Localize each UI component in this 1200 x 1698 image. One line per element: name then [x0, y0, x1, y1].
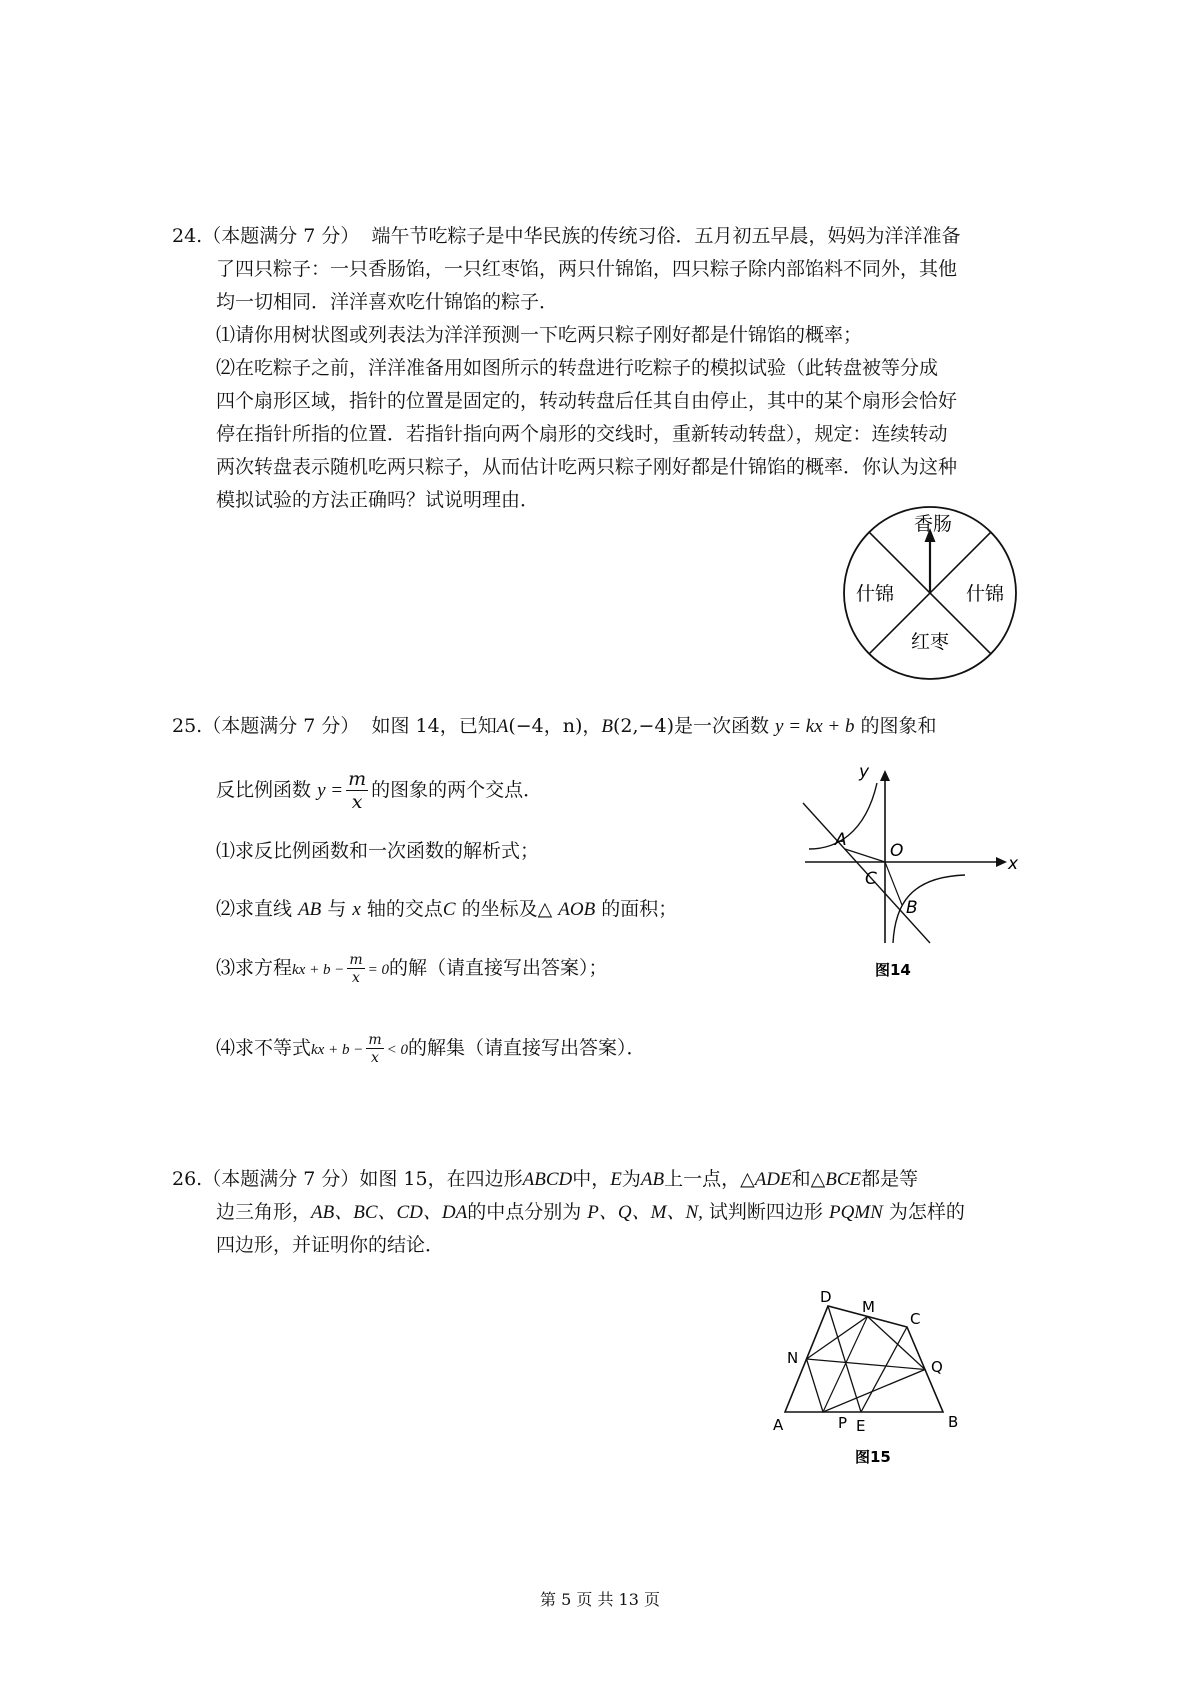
question-26 [172, 1163, 1052, 1262]
point-C-label: C [865, 869, 877, 889]
question-24 [172, 220, 1052, 517]
q25-part-3 [216, 938, 608, 998]
q25-p4-text-a: ⑷求不等式 [216, 1037, 312, 1059]
ineq-fraction-denominator: x [371, 1050, 379, 1066]
q26-line-2 [172, 1196, 1052, 1229]
q26-score: （本题满分 7 分） [202, 1168, 360, 1190]
q25-part-1: ⑴求反比例函数和一次函数的解析式； [216, 840, 540, 862]
y-label: y [859, 765, 870, 782]
q24-part-2-line-1: ⑵在吃粽子之前，洋洋准备用如图所示的转盘进行吃粽子的模拟试验（此转盘被等分成 [216, 357, 939, 379]
x-label: x [1008, 854, 1019, 874]
q26-text-2a: 边三角形， [216, 1201, 312, 1223]
fig15-label-B: B [948, 1413, 959, 1431]
sides-list: AB、BC、CD、DA [311, 1202, 468, 1223]
q26-text-2b: 的中点分别为 [467, 1201, 582, 1223]
fig15-label-A: A [773, 1416, 784, 1434]
midpoints-list: P、Q、M、N, [587, 1202, 703, 1223]
point-A: A [496, 716, 509, 737]
fig15-label-E: E [856, 1417, 866, 1435]
q26-text-1a: 如图 15，在四边形 [359, 1168, 523, 1190]
q25-text-1: 如图 14，已知 [371, 715, 497, 737]
sector-label-top: 香肠 [913, 513, 953, 535]
q25-p3-text-a: ⑶求方程 [216, 957, 293, 979]
fig15-label-P: P [838, 1414, 848, 1432]
point-B-label: B [906, 898, 918, 918]
q25-text-3: 的图象和 [860, 715, 937, 737]
fig15-label-N: N [787, 1349, 799, 1367]
figure-15 [765, 1290, 975, 1475]
inverse-y-eq: y = [317, 780, 344, 801]
q24-number: 24. [172, 225, 203, 247]
q25-score: （本题满分 7 分） [202, 715, 360, 737]
triangle-ADE: ADE [754, 1169, 792, 1190]
hyperbola-branch-lower [893, 875, 965, 943]
q26-line-3: 四边形，并证明你的结论． [216, 1234, 445, 1256]
q24-part-2-line-3: 停在指针所指的位置．若指针指向两个扇形的交线时，重新转动转盘），规定：连续转动 [216, 423, 948, 445]
q25-p2-text-d: 的坐标及△ [461, 898, 553, 920]
linear-function: y = kx + b [775, 716, 855, 737]
inequality-expr: kx + b − [311, 1042, 364, 1058]
q24-text-1: 端午节吃粽子是中华民族的传统习俗．五月初五早晨，妈妈为洋洋准备 [371, 225, 961, 247]
eq-fraction-denominator: x [352, 970, 360, 986]
origin-label: O [890, 841, 904, 861]
eq-fraction-numerator: m [349, 952, 363, 968]
q26-text-2c: 试判断四边形 [708, 1201, 823, 1223]
question-25 [172, 710, 1052, 743]
fig15-label-D: D [820, 1290, 832, 1306]
segment-OB [885, 862, 902, 905]
y-axis-arrow-icon [880, 770, 890, 781]
figure-14 [795, 765, 1020, 980]
q25-p2-text-e: 的面积； [601, 898, 678, 920]
q24-part-2-line-4: 两次转盘表示随机吃两只粽子，从而估计吃两只粽子刚好都是什锦馅的概率．你认为这种 [216, 456, 958, 478]
equation-rhs: = 0 [367, 962, 389, 978]
segment-DE [828, 1306, 861, 1412]
q25-part-2 [216, 893, 677, 926]
q24-part-2-line-5: 模拟试验的方法正确吗？试说明理由． [216, 489, 540, 511]
fig15-label-Q: Q [931, 1358, 943, 1376]
q24-line-2: 了四只粽子：一只香肠馅，一只红枣馅，两只什锦馅，四只粽子除内部馅料不同外，其他 [216, 258, 958, 280]
spinner-figure [830, 500, 1030, 686]
point-A-label: A [835, 830, 847, 850]
figure-15-caption: 图15 [855, 1448, 891, 1466]
triangle-BCE: BCE [825, 1169, 862, 1190]
q25-p2-text-c: 轴的交点 [366, 898, 443, 920]
q25-text-2: 是一次函数 [673, 715, 769, 737]
fig15-label-C: C [910, 1310, 921, 1328]
figure-14-caption: 图14 [875, 961, 911, 979]
q24-part-2-line-2: 四个扇形区域，指针的位置是固定的，转动转盘后任其自由停止，其中的某个扇形会恰好 [216, 390, 958, 412]
q26-text-1b: 中， [572, 1168, 611, 1190]
point-A-coords: (−4，n) [508, 715, 583, 737]
q25-p3-text-b: 的解（请直接写出答案）； [388, 957, 608, 979]
fraction-numerator: m [348, 768, 367, 790]
sector-label-bottom: 红枣 [910, 631, 950, 653]
point-C: C [442, 899, 456, 920]
quad-PQMN: PQMN [828, 1202, 883, 1223]
q24-line-3: 均一切相同．洋洋喜欢吃什锦馅的粽子． [216, 291, 559, 313]
q25-number: 25. [172, 715, 203, 737]
sector-label-right: 什锦 [965, 583, 1005, 605]
segment-NQ [807, 1359, 926, 1370]
sector-label-left: 什锦 [855, 583, 895, 605]
q25-p4-text-b: 的解集（请直接写出答案）． [407, 1037, 646, 1059]
x-axis-arrow-icon [996, 857, 1007, 867]
q26-number: 26. [172, 1168, 203, 1190]
inequality-rhs: < 0 [386, 1042, 408, 1058]
ineq-fraction-numerator: m [368, 1032, 382, 1048]
inverse-fraction [346, 770, 368, 812]
inequality-fraction [366, 1033, 383, 1065]
line-AB: AB [298, 899, 322, 920]
q25-separator: ， [582, 715, 602, 737]
q26-text-1e: 和△ [791, 1168, 826, 1190]
q26-text-1d: 上一点，△ [664, 1168, 755, 1190]
q24-score: （本题满分 7 分） [202, 225, 360, 247]
q25-line-1 [172, 710, 1052, 743]
equation-fraction [347, 953, 364, 985]
fig15-label-M: M [862, 1298, 875, 1316]
q24-part-1: ⑴请你用树状图或列表法为洋洋预测一下吃两只粽子刚好都是什锦馅的概率； [216, 324, 863, 346]
q24-line-1 [172, 220, 1052, 253]
fraction-denominator: x [351, 791, 363, 813]
q25-text-4: 反比例函数 [216, 779, 312, 801]
segment-CE [861, 1327, 907, 1412]
q25-p2-text-a: ⑵求直线 [216, 898, 293, 920]
equation-expr: kx + b − [292, 962, 345, 978]
page-footer: 第 5 页 共 13 页 [540, 1590, 660, 1609]
axis-x: x [352, 899, 361, 920]
point-B: B [601, 716, 614, 737]
point-E: E [610, 1169, 622, 1190]
q25-p2-text-b: 与 [327, 898, 347, 920]
point-B-coords: (2,−4) [613, 715, 674, 737]
q26-text-1f: 都是等 [861, 1168, 919, 1190]
segment-AB: AB [640, 1169, 665, 1190]
q25-line-2 [216, 760, 542, 820]
quad-ABCD: ABCD [522, 1169, 573, 1190]
q26-text-1c: 为 [621, 1168, 641, 1190]
q26-text-2d: 为怎样的 [888, 1201, 965, 1223]
q26-line-1 [172, 1163, 1052, 1196]
q25-part-4 [216, 1018, 646, 1078]
q25-text-5: 的图象的两个交点． [371, 779, 543, 801]
triangle-AOB: AOB [558, 899, 596, 920]
